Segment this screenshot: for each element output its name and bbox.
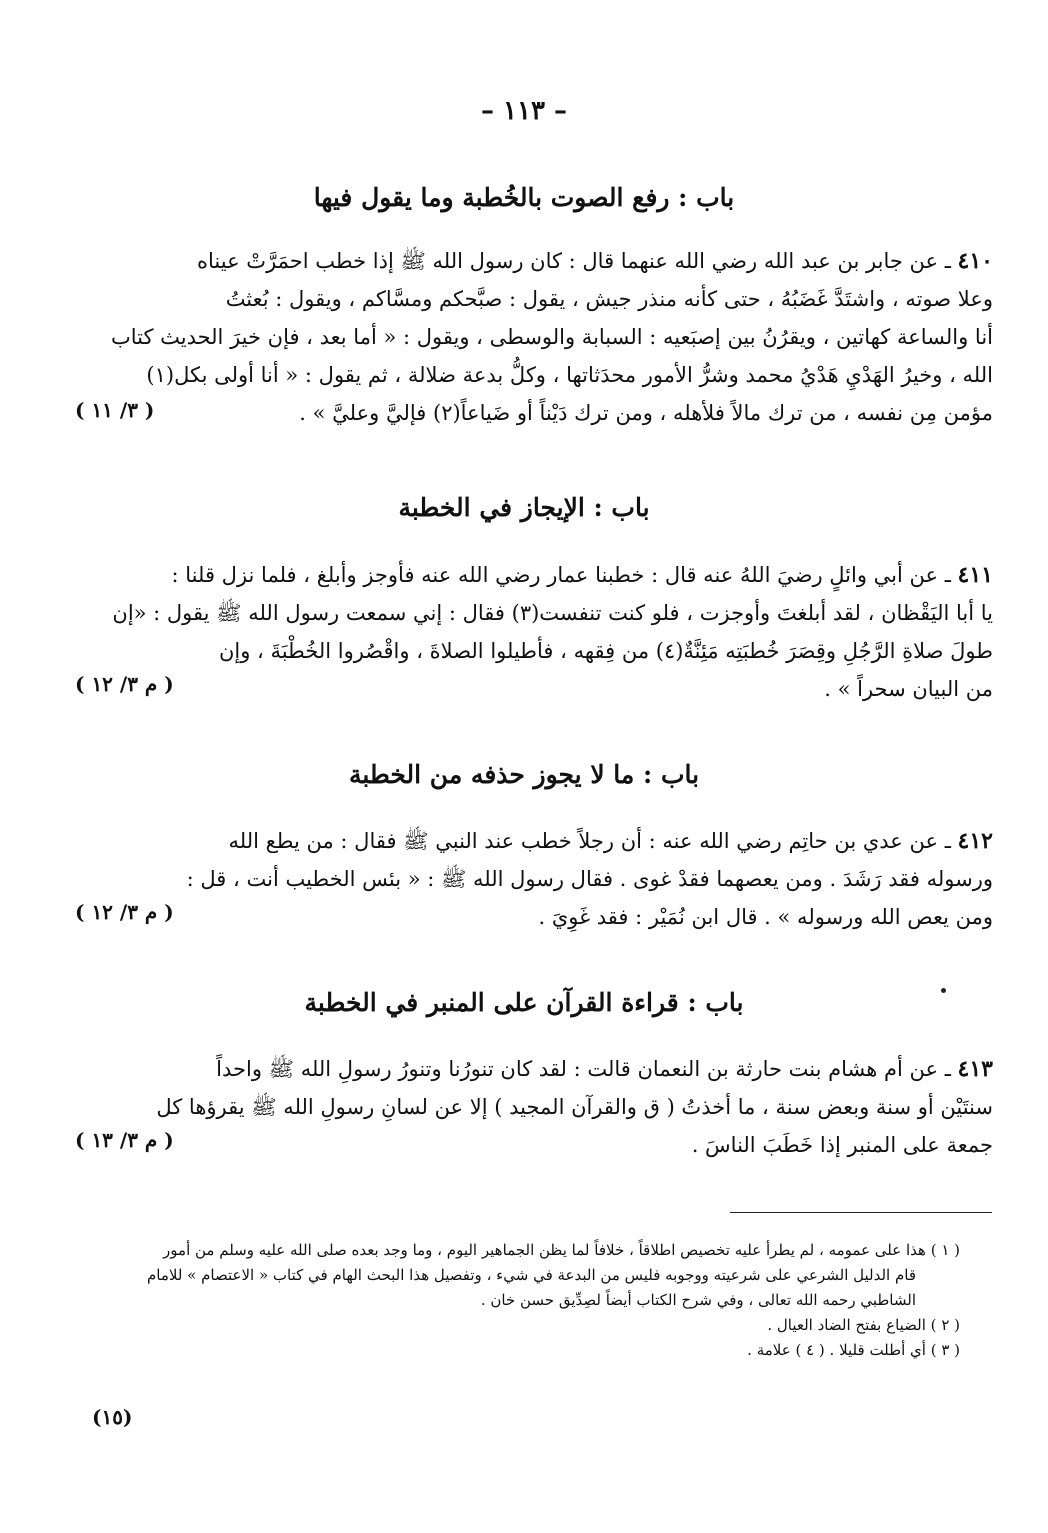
line-text: عن عدي بن حاتِم رضي الله عنه : أن رجلاً خطب عند النبي ﷺ فقال : من يطع الله bbox=[228, 829, 939, 853]
source-reference: ( م ٣/ ١٢ ) bbox=[75, 900, 174, 924]
line-text: عن أبي وائلٍ رضيَ اللهُ عنه قال : خطبنا عمار رضي الله عنه فأوجز وأبلغ ، فلما نزل قلنا : bbox=[171, 563, 939, 587]
paragraph-line: ٤١٢ ـ عن عدي بن حاتِم رضي الله عنه : أن رجلاً خطب عند النبي ﷺ فقال : من يطع الله bbox=[228, 828, 993, 854]
paragraph-line: من البيان سحراً » . bbox=[824, 677, 993, 701]
footnote-2: ( ٢ ) الضياع بفتح الضاد العيال . bbox=[767, 1316, 960, 1334]
paragraph-line: جمعة على المنبر إذا خَطَبَ الناسَ . bbox=[691, 1133, 993, 1157]
footnote-1: ( ١ ) هذا على عمومه ، لم يطرأ عليه تخصيص اطلاقاً ، خلافاً لما يظن الجماهير اليوم ، وما وجد بعده صلى الله عليه وسلم من أمور bbox=[163, 1241, 960, 1259]
footnote-divider bbox=[730, 1212, 992, 1213]
hadith-number: ٤١٠ bbox=[957, 248, 993, 274]
paragraph-line: ومن يعص الله ورسوله » . قال ابن نُمَيْر : فقد غَوِيَ . bbox=[538, 905, 993, 929]
hadith-paragraph-411 bbox=[55, 556, 993, 708]
signature-mark: (١٥) bbox=[92, 1405, 133, 1429]
hadith-paragraph-413 bbox=[55, 1050, 993, 1164]
section-heading-410: باب : رفع الصوت بالخُطبة وما يقول فيها bbox=[313, 183, 735, 212]
section-heading-411: باب : الإيجاز في الخطبة bbox=[398, 493, 650, 522]
line-text: عن جابر بن عبد الله رضي الله عنهما قال : كان رسول الله ﷺ إذا خطب احمَرَّتْ عيناه bbox=[197, 249, 939, 273]
footnote-3-4: ( ٣ ) أي أطلت قليلا . ( ٤ ) علامة . bbox=[747, 1341, 960, 1359]
hadith-paragraph-410 bbox=[55, 242, 993, 432]
footnotes bbox=[55, 1238, 960, 1363]
paragraph-line: ٤١٣ ـ عن أم هشام بنت حارثة بن النعمان قالت : لقد كان تنورُنا وتنورُ رسولِ الله ﷺ واحداً bbox=[216, 1056, 993, 1082]
paragraph-line: ٤١٠ ـ عن جابر بن عبد الله رضي الله عنهما قال : كان رسول الله ﷺ إذا خطب احمَرَّتْ عيناه bbox=[197, 248, 993, 274]
source-reference: ( م ٣/ ١٣ ) bbox=[75, 1128, 174, 1152]
paragraph-line: وعلا صوته ، واشتَدَّ غَضَبُهُ ، حتى كأنه منذر جيش ، يقول : صبَّحكم ومسَّاكم ، ويقول : بُعثتُ bbox=[225, 287, 993, 311]
paragraph-line: أنا والساعة كهاتين ، ويقرُنُ بين إصبَعيه : السبابة والوسطى ، ويقول : « أما بعد ، فإن خيرَ الحديث كتاب bbox=[110, 325, 993, 349]
hadith-number: ٤١٣ bbox=[957, 1056, 993, 1082]
section-heading-412: باب : ما لا يجوز حذفه من الخطبة bbox=[348, 760, 700, 789]
paragraph-line: ٤١١ ـ عن أبي وائلٍ رضيَ اللهُ عنه قال : خطبنا عمار رضي الله عنه فأوجز وأبلغ ، فلما نزل قلنا : bbox=[171, 562, 993, 588]
paragraph-line: سنتَيْن أو سنة وبعض سنة ، ما أخذتُ ( ق والقرآن المجيد ) إلا عن لسانِ رسولِ الله ﷺ يقرؤها كل bbox=[156, 1095, 993, 1119]
line-text: عن أم هشام بنت حارثة بن النعمان قالت : لقد كان تنورُنا وتنورُ رسولِ الله ﷺ واحداً bbox=[216, 1057, 939, 1081]
page-number: – ١١٣ – bbox=[480, 96, 568, 126]
footnote-1-continued: قام الدليل الشرعي على شرعيته ووجوبه فليس من البدعة في شيء ، وتفصيل هذا البحث الهام في كتاب « الاعتصام » للامام bbox=[146, 1266, 916, 1284]
paragraph-line: يا أبا اليَقْظان ، لقد أبلغتَ وأوجزت ، فلو كنت تنفست(٣) فقال : إني سمعت رسول الله ﷺ يقول : «إن bbox=[112, 601, 993, 625]
source-reference: ( ٣/ ١١ ) bbox=[75, 398, 155, 422]
paragraph-line: مؤمن مِن نفسه ، من ترك مالاً فلأهله ، ومن ترك دَيْناً أو ضَياعاً(٢) فإليَّ وعليَّ » . bbox=[299, 401, 993, 425]
section-heading-413: باب : قراءة القرآن على المنبر في الخطبة bbox=[304, 988, 744, 1017]
source-reference: ( م ٣/ ١٢ ) bbox=[75, 672, 174, 696]
footnote-1-continued: الشاطبي رحمه الله تعالى ، وفي شرح الكتاب أيضاً لصِدِّيق حسن خان . bbox=[480, 1291, 916, 1309]
hadith-number: ٤١١ bbox=[957, 562, 993, 588]
paragraph-line: طولَ صلاةِ الرَّجُلِ وقِصَرَ خُطبَتِه مَئِنَّةٌ(٤) من فِقهه ، فأطيلوا الصلاةَ ، واقْصُروا الخُطْبَةَ ، وإن bbox=[218, 639, 993, 663]
paragraph-line: ورسوله فقد رَشَدَ . ومن يعصهما فقدْ غوى . فقال رسول الله ﷺ : « بئس الخطيب أنت ، قل : bbox=[186, 867, 993, 891]
hadith-number: ٤١٢ bbox=[957, 828, 993, 854]
paragraph-line: الله ، وخيرُ الهَدْيِ هَدْيُ محمد وشرُّ الأمور محدَثاتها ، وكلُّ بدعة ضلالة ، ثم يقول : « أنا أولى بكل(١) bbox=[146, 363, 993, 387]
hadith-paragraph-412 bbox=[55, 822, 993, 936]
